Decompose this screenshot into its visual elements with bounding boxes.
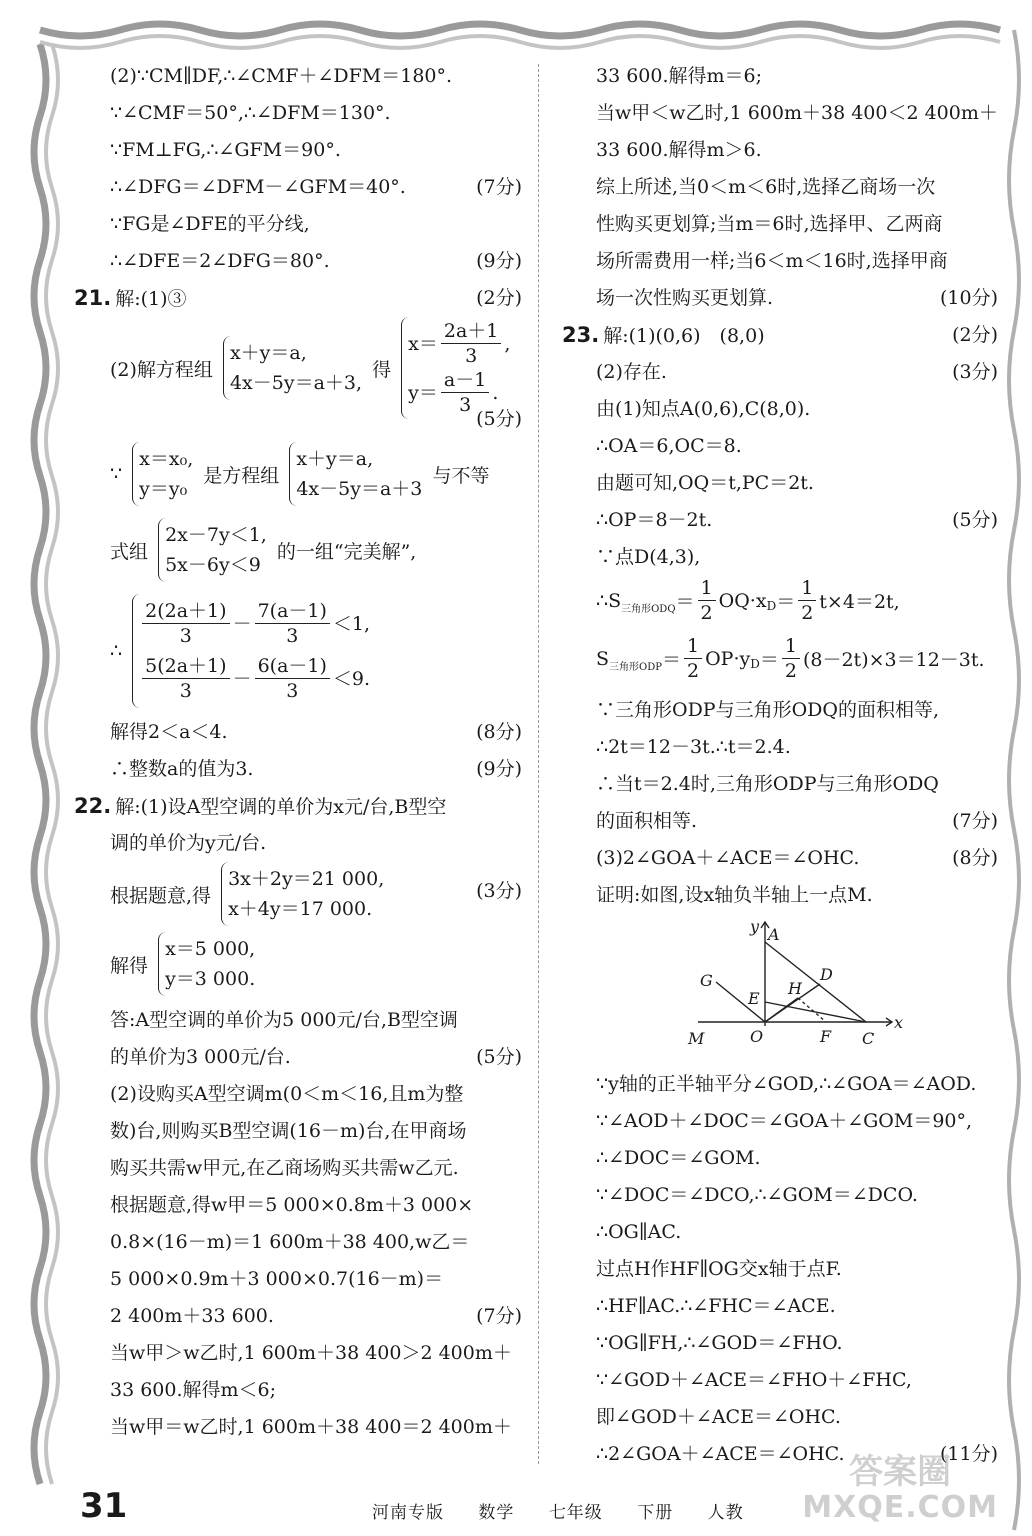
question-number: 21.: [74, 286, 112, 310]
text: 解得: [110, 954, 149, 977]
watermark-top-text: 答案圈: [849, 1452, 952, 1492]
numerator: a－1: [441, 368, 489, 393]
text: 的单价为3 000元/台.: [110, 1046, 291, 1068]
fraction: [782, 634, 800, 683]
text-line: ∵三角形ODP与三角形ODQ的面积相等,: [596, 699, 940, 721]
text-line: 5 000×0.9m＋3 000×0.7(16－m)＝: [110, 1268, 444, 1290]
score-label: (9分): [476, 250, 522, 272]
fraction: [798, 576, 816, 625]
denominator: 3: [465, 345, 478, 367]
equation-block: [86, 932, 522, 1002]
text: －: [232, 612, 252, 635]
text-line: [574, 803, 998, 840]
text: ＝: [759, 649, 779, 671]
geometry-diagram: [574, 914, 998, 1066]
equation: y＝3 000.: [165, 968, 256, 990]
inequality: 2x－7y＜1,: [165, 524, 267, 546]
text: OQ·x: [718, 589, 767, 612]
equation-system: [223, 336, 362, 400]
subscript: D: [750, 656, 760, 671]
fraction: [255, 599, 330, 648]
text-line: [86, 401, 522, 438]
denominator: 3: [459, 394, 472, 416]
inequality: 5x－6y＜9: [165, 554, 261, 576]
question-21-header: [74, 280, 522, 317]
score-label: (8分): [476, 721, 522, 743]
text-line: 证明:如图,设x轴负半轴上一点M.: [596, 884, 873, 906]
solution-system: [158, 932, 255, 996]
text: ∴∠DFG＝∠DFM－∠GFM＝40°.: [110, 176, 406, 198]
column-divider: [538, 64, 539, 1464]
text: ∴S: [596, 589, 622, 612]
text: ∴OP＝8－2t.: [596, 509, 713, 531]
text-line: 由(1)知点A(0,6),C(8,0).: [596, 398, 811, 420]
text-line: ∵FM⊥FG,∴∠GFM＝90°.: [110, 139, 341, 161]
text-line: ∴当t＝2.4时,三角形ODP与三角形ODQ: [596, 773, 939, 795]
text-line: 场所需费用一样;当6＜m＜16时,选择甲商: [596, 250, 948, 272]
inequality-block: [86, 518, 522, 592]
score-label: (11分): [939, 1443, 998, 1465]
text-line: 购买共需w甲元,在乙商场购买共需w乙元.: [110, 1157, 459, 1179]
equation: 4x－5y＝a＋3,: [229, 372, 363, 394]
text-line: (2)∵CM∥DF,∴∠CMF＋∠DFM＝180°.: [110, 65, 453, 87]
fraction: [684, 634, 702, 683]
numerator: 1: [684, 634, 702, 659]
text-line: 性购买更划算;当m＝6时,选择甲、乙两商: [596, 213, 943, 235]
subject-label: 数学: [478, 1503, 515, 1523]
equation-system: [132, 442, 193, 506]
text: (3)2∠GOA＋∠ACE＝∠OHC.: [596, 847, 860, 869]
text: y＝: [408, 381, 438, 404]
score-label: (2分): [476, 287, 522, 309]
equation: x＋y＝a,: [229, 342, 307, 364]
text-line: 0.8×(16－m)＝1 600m＋38 400,w乙＝: [110, 1231, 470, 1253]
text-line: 当w甲＞w乙时,1 600m＋38 400＞2 400m＋: [110, 1342, 512, 1364]
text-line: [574, 354, 998, 391]
numerator: 2a＋1: [441, 319, 502, 344]
label-c: C: [862, 1029, 875, 1048]
watermark-logo: [802, 1454, 998, 1526]
watermark-url: MXQE.COM: [802, 1490, 998, 1525]
text: ＜9.: [332, 667, 371, 690]
text-line: ∵y轴的正半轴平分∠GOD,∴∠GOA＝∠AOD.: [596, 1073, 977, 1095]
denominator: 2: [687, 660, 700, 682]
denominator: 3: [179, 625, 192, 647]
score-label: (10分): [939, 287, 998, 309]
text: (8－2t)×3＝12－3t.: [802, 649, 985, 671]
right-column: [562, 58, 998, 1473]
text-line: [574, 502, 998, 539]
equation-block: [86, 862, 522, 932]
fraction: [441, 319, 502, 368]
text-line: ∵∠CMF＝50°,∴∠DFM＝130°.: [110, 102, 391, 124]
book-info: [372, 1498, 772, 1523]
text: ,: [504, 332, 511, 355]
equation: 3x＋2y＝21 000,: [228, 868, 385, 890]
equation: x＝x₀,: [139, 448, 194, 470]
text: 的面积相等.: [596, 810, 698, 832]
page-number: 31: [80, 1486, 128, 1526]
text: 解得2＜a＜4.: [110, 721, 228, 743]
text-line: 当w甲＜w乙时,1 600m＋38 400＜2 400m＋: [596, 102, 998, 124]
subscript: 三角形ODQ: [621, 604, 676, 615]
text: 根据题意,得: [110, 884, 212, 907]
text: ∴: [110, 640, 123, 662]
volume-label: 下册: [637, 1503, 674, 1523]
text-line: [86, 751, 522, 788]
label-x: x: [894, 1013, 904, 1032]
score-label: (9分): [476, 758, 522, 780]
text-line: 答:A型空调的单价为5 000元/台,B型空调: [110, 1009, 458, 1031]
equation: y＝y₀: [139, 478, 188, 500]
label-y: y: [750, 917, 760, 936]
text: 与不等: [432, 464, 490, 487]
text: －: [232, 667, 252, 690]
score-label: (7分): [476, 176, 522, 198]
text-line: 即∠GOD＋∠ACE＝∠OHC.: [596, 1406, 841, 1428]
equation: x＋y＝a,: [296, 448, 374, 470]
text: 解:(1)设A型空调的单价为x元/台,B型空: [115, 796, 447, 818]
segment-oh: [765, 998, 798, 1022]
fraction: [255, 654, 330, 703]
text-line: 由题可知,OQ＝t,PC＝2t.: [596, 472, 814, 494]
left-column: [74, 58, 522, 1446]
geometry-figure: [574, 914, 998, 1066]
denominator: 3: [286, 625, 299, 647]
text: 得: [372, 358, 392, 381]
equation: x＋4y＝17 000.: [228, 898, 373, 920]
equation: 4x－5y＝a＋3: [296, 478, 423, 500]
text-line: ∵∠DOC＝∠DCO,∴∠GOM＝∠DCO.: [596, 1184, 918, 1206]
text-line: ∵OG∥FH,∴∠GOD＝∠FHO.: [596, 1332, 843, 1354]
text-line: 33 600.解得m＝6;: [596, 65, 763, 87]
text-line: 过点H作HF∥OG交x轴于点F.: [596, 1258, 842, 1280]
fraction: [142, 654, 229, 703]
text-line: [86, 243, 522, 280]
text: ＝: [776, 591, 796, 613]
text: 场一次性购买更划算.: [596, 287, 774, 309]
numerator: 6(a－1): [255, 654, 330, 679]
score-label: (7分): [476, 1305, 522, 1327]
text-line: ∴HF∥AC.∴∠FHC＝∠ACE.: [596, 1295, 836, 1317]
numerator: 2(2a＋1): [142, 599, 229, 624]
text-line: ∴OG∥AC.: [596, 1221, 682, 1243]
label-d: D: [820, 965, 833, 984]
edition-label: 河南专版: [372, 1503, 444, 1523]
fraction: [142, 599, 229, 648]
label-o: O: [750, 1027, 764, 1046]
text-line: [86, 714, 522, 751]
inequality-system: [158, 518, 267, 582]
subscript: 三角形ODP: [609, 662, 662, 673]
equation-block: [86, 317, 522, 416]
score-label: (3分): [476, 880, 522, 902]
text: 解:(1)③: [115, 288, 187, 310]
text: (2)解方程组: [110, 358, 213, 381]
area-formula-odp: [574, 634, 998, 692]
segment-ac: [765, 942, 866, 1022]
text: t×4＝2t,: [819, 591, 900, 613]
score-label: (5分): [476, 1046, 522, 1068]
text-line: 33 600.解得m＞6.: [596, 139, 762, 161]
equation-system: [221, 862, 384, 926]
score-label: (5分): [952, 509, 998, 531]
numerator: 7(a－1): [255, 599, 330, 624]
label-h: H: [788, 979, 802, 998]
score-label: (2分): [952, 324, 998, 346]
text: 的一组“完美解”,: [276, 540, 417, 563]
denominator: 3: [179, 680, 192, 702]
score-label: (8分): [952, 847, 998, 869]
text-line: ∴OA＝6,OC＝8.: [596, 435, 742, 457]
inequality-block: [86, 592, 522, 714]
text: 是方程组: [203, 464, 280, 487]
text-line: [574, 840, 998, 877]
equation-block: [86, 438, 522, 518]
label-m: M: [688, 1029, 705, 1048]
text-line: (2)设购买A型空调m(0＜m＜16,且m为整: [110, 1083, 464, 1105]
score-label: (5分): [476, 408, 522, 430]
text-line: ∵点D(4,3),: [596, 546, 701, 568]
question-23-header: [562, 317, 998, 354]
denominator: 2: [801, 602, 814, 624]
text-line: 当w甲＝w乙时,1 600m＋38 400＝2 400m＋: [110, 1416, 512, 1438]
equation-system: [289, 442, 422, 506]
text: ∴2∠GOA＋∠ACE＝∠OHC.: [596, 1443, 845, 1465]
text: .: [492, 381, 499, 404]
inequality-system: [132, 594, 370, 708]
numerator: 1: [698, 576, 716, 601]
text: ＝: [661, 649, 681, 671]
text: OP·y: [705, 647, 751, 670]
text: (2)存在.: [596, 361, 667, 383]
text-line: ∴2t＝12－3t.∴t＝2.4.: [596, 736, 791, 758]
denominator: 2: [784, 660, 797, 682]
subscript: D: [766, 598, 777, 613]
text-line: ∵∠AOD＋∠DOC＝∠GOA＋∠GOM＝90°,: [596, 1110, 973, 1132]
question-number: 23.: [562, 323, 600, 347]
text-line: 33 600.解得m＜6;: [110, 1379, 277, 1401]
text-line: ∴∠DOC＝∠GOM.: [596, 1147, 761, 1169]
text-line: 数)台,则购买B型空调(16－m)台,在甲商场: [110, 1120, 467, 1142]
question-number: 22.: [74, 794, 112, 818]
label-f: F: [820, 1027, 832, 1046]
publisher-label: 人教: [707, 1503, 744, 1523]
text: ＜1,: [332, 612, 371, 635]
numerator: 1: [782, 634, 800, 659]
text: 式组: [110, 540, 149, 563]
label-e: E: [748, 989, 760, 1008]
text: x＝: [408, 332, 438, 355]
text-line: [86, 169, 522, 206]
equation: x＝5 000,: [165, 938, 256, 960]
label-a: A: [768, 925, 780, 944]
denominator: 2: [700, 602, 713, 624]
text-line: ∵FG是∠DFE的平分线,: [110, 213, 310, 235]
text-line: 调的单价为y元/台.: [110, 832, 267, 854]
area-formula-odq: [574, 576, 998, 634]
numerator: 5(2a＋1): [142, 654, 229, 679]
denominator: 3: [286, 680, 299, 702]
text-line: [574, 280, 998, 317]
text: 2 400m＋33 600.: [110, 1305, 274, 1327]
text-line: 根据题意,得w甲＝5 000×0.8m＋3 000×: [110, 1194, 474, 1216]
text: ∴整数a的值为3.: [110, 758, 254, 780]
text-line: 综上所述,当0＜m＜6时,选择乙商场一次: [596, 176, 936, 198]
text-line: ∵∠GOD＋∠ACE＝∠FHO＋∠FHC,: [596, 1369, 912, 1391]
text: ＝: [675, 591, 695, 613]
label-g: G: [700, 971, 713, 990]
text: 解:(1)(0,6) (8,0): [603, 325, 765, 347]
numerator: 1: [798, 576, 816, 601]
grade-label: 七年级: [548, 1503, 603, 1523]
text: ∴∠DFE＝2∠DFG＝80°.: [110, 250, 330, 272]
text-line: [86, 1298, 522, 1335]
fraction: [698, 576, 716, 625]
text: ∵: [110, 463, 123, 485]
score-label: (7分): [952, 810, 998, 832]
text-line: [86, 1039, 522, 1076]
text: S: [596, 647, 610, 670]
score-label: (3分): [952, 361, 998, 383]
question-22-header: [74, 788, 522, 825]
